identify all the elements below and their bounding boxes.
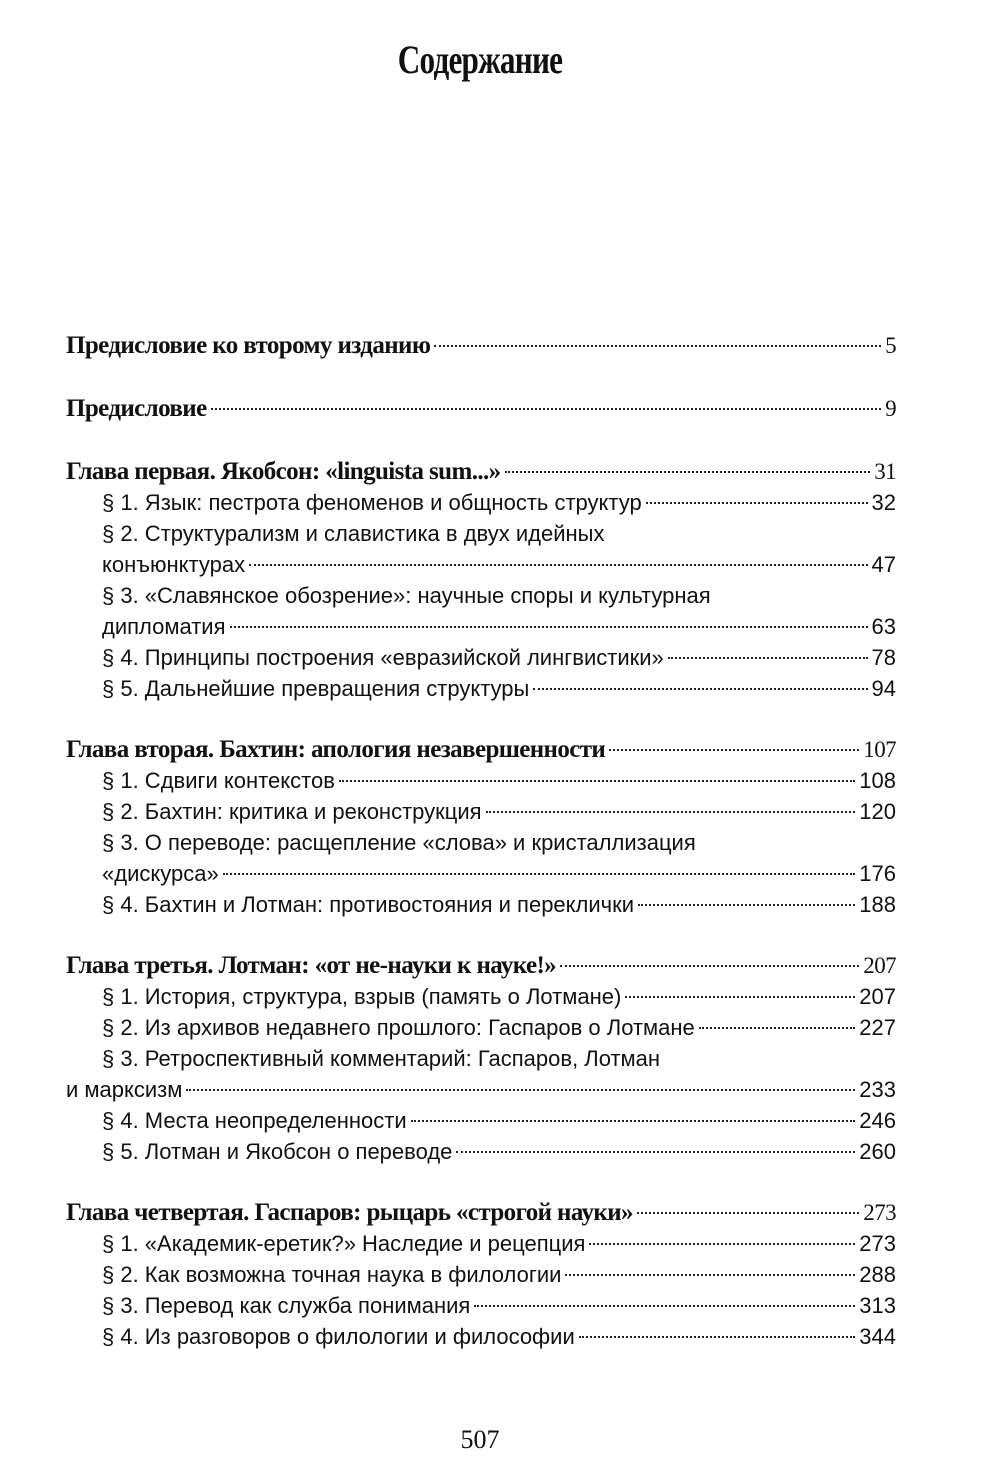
section-label: § 2. Как возможна точная наука в филологии (102, 1262, 562, 1287)
section-label-line1: § 2. Структурализм и славистика в двух идейных (102, 521, 605, 546)
toc-section[interactable] (66, 981, 896, 1012)
chapter-title: Глава вторая. Бахтин: апология незавершенности (66, 736, 606, 763)
toc-section[interactable] (66, 1321, 896, 1352)
dot-leader (230, 626, 868, 628)
dot-leader (565, 1274, 855, 1276)
dot-leader (625, 996, 855, 998)
section-page: 176 (859, 861, 896, 886)
toc-section[interactable] (66, 1259, 896, 1290)
toc-section[interactable] (66, 1228, 896, 1259)
toc-section[interactable] (66, 858, 896, 889)
dot-leader (456, 1151, 855, 1153)
toc-section[interactable] (66, 1105, 896, 1136)
section-page: 260 (859, 1139, 896, 1164)
dot-leader (505, 471, 871, 473)
section-page: 207 (859, 984, 896, 1009)
toc-chapter-1[interactable] (66, 456, 896, 487)
section-label: § 5. Лотман и Якобсон о переводе (102, 1139, 453, 1164)
section-label-line1: § 3. «Славянское обозрение»: научные споры и культурная (102, 583, 711, 608)
dot-leader (637, 1212, 859, 1214)
section-label: дипломатия (102, 614, 226, 639)
toc-entry-preface-second-edition[interactable] (66, 330, 896, 361)
toc-section[interactable] (66, 796, 896, 827)
dot-leader (699, 1027, 855, 1029)
dot-leader (668, 657, 868, 659)
section-label: § 4. Принципы построения «евразийской лингвистики» (102, 645, 664, 670)
section-page: 288 (859, 1262, 896, 1287)
section-label: § 1. «Академик-еретик?» Наследие и рецепция (102, 1231, 586, 1256)
section-page: 344 (859, 1324, 896, 1349)
chapter-title: Глава первая. Якобсон: «linguista sum...» (66, 458, 501, 485)
table-of-contents (66, 330, 896, 1352)
dot-leader (211, 408, 882, 410)
toc-chapter-3[interactable] (66, 950, 896, 981)
section-label: § 2. Из архивов недавнего прошлого: Гаспаров о Лотмане (102, 1015, 695, 1040)
section-label-line1: § 3. О переводе: расщепление «слова» и кристаллизация (102, 830, 696, 855)
chapter-page: 207 (863, 953, 896, 978)
toc-section[interactable] (66, 1012, 896, 1043)
chapter-page: 107 (863, 737, 896, 762)
toc-section[interactable] (66, 487, 896, 518)
section-label: § 4. Места неопределенности (102, 1108, 407, 1133)
toc-entry-preface[interactable] (66, 393, 896, 424)
chapter-title: Глава четвертая. Гаспаров: рыцарь «строгой науки» (66, 1199, 633, 1226)
section-label: § 1. Язык: пестрота феноменов и общность структур (102, 490, 642, 515)
dot-leader (579, 1336, 856, 1338)
toc-section[interactable] (66, 765, 896, 796)
toc-entry-label: Предисловие (66, 395, 207, 422)
section-label: § 1. История, структура, взрыв (память о Лотмане) (102, 984, 622, 1009)
section-label: «дискурса» (102, 861, 219, 886)
section-page: 120 (859, 799, 896, 824)
section-label: § 4. Из разговоров о филологии и философии (102, 1324, 575, 1349)
dot-leader (411, 1120, 856, 1122)
chapter-title: Глава третья. Лотман: «от не-науки к науке!» (66, 952, 557, 979)
section-page: 32 (871, 490, 896, 515)
section-label: § 4. Бахтин и Лотман: противостояния и переклички (102, 892, 635, 917)
toc-chapter-4[interactable] (66, 1197, 896, 1228)
toc-section[interactable] (66, 1074, 896, 1105)
dot-leader (249, 564, 867, 566)
dot-leader (434, 345, 881, 347)
toc-section[interactable] (66, 673, 896, 704)
page-title: Содержание (397, 37, 563, 82)
section-page: 313 (859, 1293, 896, 1318)
section-label: § 1. Сдвиги контекстов (102, 768, 335, 793)
dot-leader (609, 749, 859, 751)
dot-leader (339, 780, 855, 782)
toc-section-line1[interactable] (66, 580, 896, 611)
dot-leader (486, 811, 856, 813)
section-label: конъюнктурах (102, 552, 246, 577)
section-label: и марксизм (66, 1077, 183, 1102)
section-page: 94 (871, 676, 896, 701)
chapter-page: 273 (863, 1200, 896, 1225)
section-page: 108 (859, 768, 896, 793)
section-label-line1: § 3. Ретроспективный комментарий: Гаспаров, Лотман (102, 1046, 661, 1071)
section-label: § 3. Перевод как служба понимания (102, 1293, 471, 1318)
toc-entry-page: 9 (885, 396, 896, 421)
toc-entry-page: 5 (885, 333, 896, 358)
toc-chapter-2[interactable] (66, 734, 896, 765)
section-page: 78 (871, 645, 896, 670)
section-page: 188 (859, 892, 896, 917)
toc-entry-label: Предисловие ко второму изданию (66, 332, 431, 359)
dot-leader (646, 502, 868, 504)
toc-section[interactable] (66, 889, 896, 920)
dot-leader (638, 904, 855, 906)
toc-section-line1[interactable] (66, 518, 896, 549)
section-page: 47 (871, 552, 896, 577)
page-number: 507 (460, 1425, 500, 1454)
toc-section[interactable] (66, 549, 896, 580)
toc-section-line1[interactable] (66, 1043, 896, 1074)
chapter-page: 31 (874, 459, 896, 484)
dot-leader (474, 1305, 855, 1307)
section-page: 246 (859, 1108, 896, 1133)
toc-section-line1[interactable] (66, 827, 896, 858)
section-label: § 2. Бахтин: критика и реконструкция (102, 799, 482, 824)
toc-section[interactable] (66, 1136, 896, 1167)
section-page: 63 (871, 614, 896, 639)
section-page: 233 (859, 1077, 896, 1102)
section-page: 227 (859, 1015, 896, 1040)
section-page: 273 (859, 1231, 896, 1256)
section-label: § 5. Дальнейшие превращения структуры (102, 676, 530, 701)
toc-section[interactable] (66, 642, 896, 673)
dot-leader (223, 873, 856, 875)
dot-leader (533, 688, 867, 690)
toc-section[interactable] (66, 1290, 896, 1321)
dot-leader (560, 965, 859, 967)
dot-leader (589, 1243, 855, 1245)
dot-leader (186, 1089, 855, 1091)
toc-section[interactable] (66, 611, 896, 642)
